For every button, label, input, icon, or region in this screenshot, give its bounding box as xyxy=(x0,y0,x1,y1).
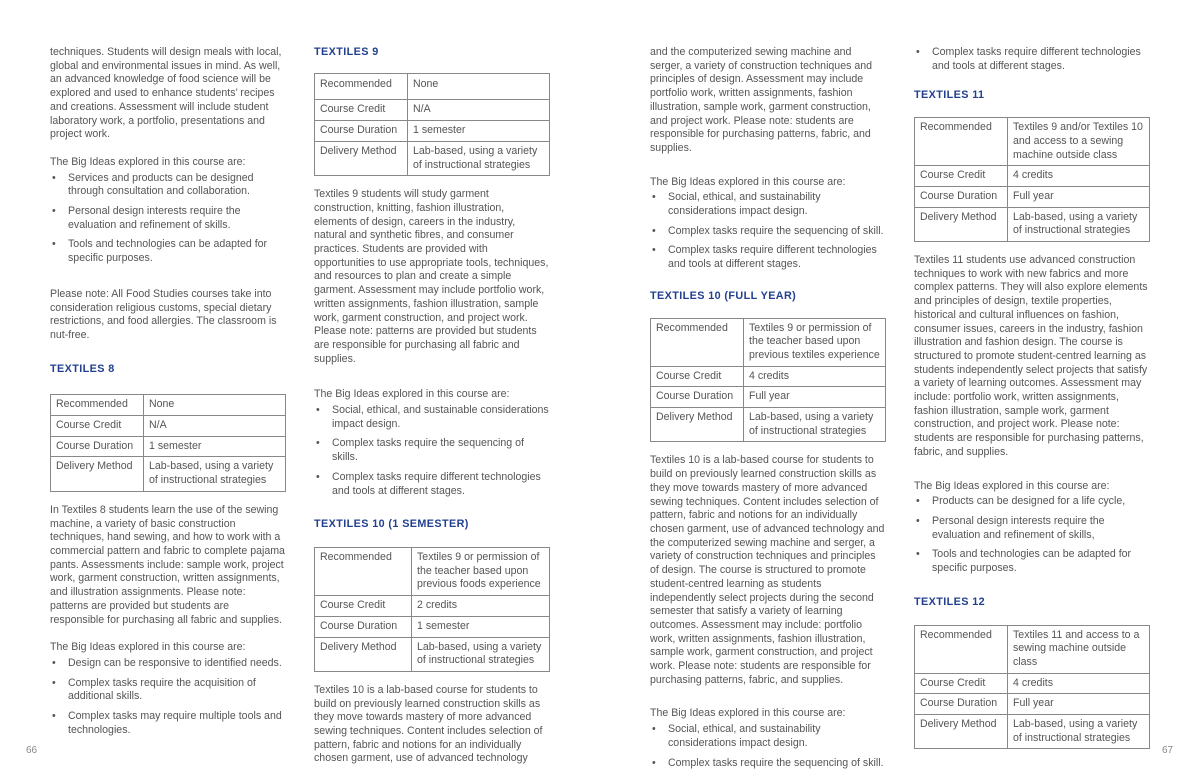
column-4 xyxy=(914,46,1150,761)
table-row: Course Credit N/A xyxy=(51,416,286,437)
list-item: • Personal design interests require the evaluation and refinement of skills, xyxy=(916,514,1105,541)
table-row: Course Credit 4 credits xyxy=(651,366,886,387)
table-row: Delivery Method Lab-based, using a variety of instructional strategies xyxy=(915,207,1150,241)
section-heading-textiles-8: TEXTILES 8 xyxy=(50,362,115,375)
table-row: Course Credit 2 credits xyxy=(315,596,550,617)
course-table-textiles-11 xyxy=(914,117,1150,242)
course-table-textiles-9 xyxy=(314,73,550,177)
page-number-right: 67 xyxy=(1162,745,1174,756)
textiles-8-description: In Textiles 8 students learn the use of the sewing machine, a variety of basic construction techniques, hand sewing, and how to work with a commercial pattern and fabric to complete pajama pants. Assessments include: sample work, project work, garment construction, written assignments, and illustration assignments. Please note: patterns are provided but students are responsible for purchasing all fabric and supplies. xyxy=(50,503,285,626)
list-item: • Complex tasks require the sequencing of skills. xyxy=(316,437,524,464)
table-row: Course Credit N/A xyxy=(315,100,550,121)
food-studies-intro: techniques. Students will design meals with local, global and environmental issues in mind. As well, an advanced knowledge of food science will be explored and used to enhance students’ recipes and creations. Assessment will include student laboratory work, a portfolio, presentations and project work. xyxy=(50,46,282,141)
list-item: • Complex tasks require different technologies and tools at different stages. xyxy=(916,46,1141,72)
list-item: • Personal design interests require the evaluation and refinement of skills. xyxy=(52,205,241,231)
big-ideas-list-continued xyxy=(914,46,1150,73)
course-table-textiles-8 xyxy=(50,394,286,492)
big-ideas-list xyxy=(50,172,286,266)
textiles-11-description: Textiles 11 students use advanced construction techniques to work with new fabrics and more complex patterns. They will also explore elements and principles of design, textile properties, historical and cultural influences on fashion, consumer issues, careers in the industry, fashion illustration and fashion design. The course is structured to promote student-centred learning as students independently select projects that satisfy a variety of learning outcomes. Assessment may include: portfolio work, written assignments, fashion illustration, sample work, garment construction, and project work. Please note: students are responsible for purchasing patterns, fabric, and supplies. xyxy=(914,254,1148,458)
big-ideas-intro: The Big Ideas explored in this course are: xyxy=(650,707,846,720)
table-row: Course Duration 1 semester xyxy=(51,436,286,457)
food-studies-note: Please note: All Food Studies courses take into consideration religious customs, special dietary restrictions, and food allergies. The classroom is nut-free. xyxy=(50,287,277,341)
page-number-left: 66 xyxy=(26,745,38,756)
section-heading-textiles-11: TEXTILES 11 xyxy=(914,89,985,102)
table-row: Recommended Textiles 11 and access to a sewing machine outside class xyxy=(915,625,1150,673)
big-ideas-intro: The Big Ideas explored in this course are: xyxy=(314,388,510,401)
table-row: Course Credit 4 credits xyxy=(915,166,1150,187)
table-row: Delivery Method Lab-based, using a variety of instructional strategies xyxy=(315,637,550,671)
table-row: Delivery Method Lab-based, using a variety of instructional strategies xyxy=(651,408,886,442)
list-item: • Complex tasks require different technologies and tools at different stages. xyxy=(316,470,541,497)
section-heading-textiles-12: TEXTILES 12 xyxy=(914,595,986,608)
big-ideas-list xyxy=(50,657,286,738)
table-row: Course Credit 4 credits xyxy=(915,673,1150,694)
textiles-10-semester-description-cont: and the computerized sewing machine and serger, a variety of construction techniques and principles of design. Assessment may include portfolio work, written assignments, fashion illustration, sample work, garment construction, and project work. Please note: students are responsible for purchasing patterns, fabric, and supplies. xyxy=(650,46,873,154)
table-row: Recommended Textiles 9 and/or Textiles 10 and access to a sewing machine outside class xyxy=(915,118,1150,166)
table-row: Recommended Textiles 9 or permission of the teacher based upon previous textiles experience xyxy=(651,318,886,366)
list-item: • Complex tasks may require multiple tools and technologies. xyxy=(52,710,282,736)
table-row: Recommended None xyxy=(51,395,286,416)
column-1 xyxy=(50,46,286,751)
big-ideas-intro: The Big Ideas explored in this course are: xyxy=(50,155,246,168)
list-item: • Complex tasks require the acquisition of additional skills. xyxy=(52,676,256,703)
big-ideas-list xyxy=(650,723,886,770)
list-item: • Tools and technologies can be adapted for specific purposes. xyxy=(916,548,1132,575)
big-ideas-list xyxy=(914,495,1150,576)
table-row: Recommended None xyxy=(315,73,550,100)
table-row: Delivery Method Lab-based, using a variety of instructional strategies xyxy=(315,141,550,175)
section-heading-textiles-9: TEXTILES 9 xyxy=(314,46,379,58)
table-row: Course Duration Full year xyxy=(915,186,1150,207)
list-item: • Design can be responsive to identified needs. xyxy=(52,656,282,669)
table-row: Delivery Method Lab-based, using a variety of instructional strategies xyxy=(51,457,286,491)
list-item: • Complex tasks require the sequencing of skill. xyxy=(652,224,884,237)
list-item: • Social, ethical, and sustainability considerations impact design. xyxy=(652,723,821,749)
list-item: • Complex tasks require the sequencing of skill. xyxy=(652,756,884,769)
textiles-9-description: Textiles 9 students will study garment construction, knitting, fashion illustration, elements of design, careers in the industry, natural and synthetic fibres, and consumer practices. Students are provided with opportunities to use appropriate tools, techniques, and resources to plan and create a simple garment. Assessment may include portfolio work, written assignments, fashion illustration, sample work, garment construction, and project work. Please note: patterns are provided but students are responsible for purchasing all fabric and supplies. xyxy=(314,188,549,365)
list-item: • Complex tasks require different technologies and tools at different stages. xyxy=(652,244,877,271)
column-2 xyxy=(314,46,550,780)
big-ideas-list xyxy=(650,191,886,272)
list-item: • Services and products can be designed through consultation and collaboration. xyxy=(52,171,254,198)
table-row: Course Duration Full year xyxy=(915,694,1150,715)
list-item: • Social, ethical, and sustainability considerations impact design. xyxy=(652,191,821,218)
big-ideas-intro: The Big Ideas explored in this course are: xyxy=(50,641,246,654)
list-item: • Products can be designed for a life cycle, xyxy=(916,495,1126,508)
big-ideas-list xyxy=(314,404,550,498)
table-row: Course Duration 1 semester xyxy=(315,616,550,637)
course-table-textiles-12 xyxy=(914,625,1150,750)
big-ideas-intro: The Big Ideas explored in this course are: xyxy=(650,175,846,188)
list-item: • Tools and technologies can be adapted for specific purposes. xyxy=(52,238,268,265)
textiles-10-full-year-description: Textiles 10 is a lab-based course for students to build on previously learned construction skills as they move towards mastery of more advanced sewing techniques. Content includes selection of pattern, fabric and notions for an individually chosen garment, use of advanced technology and the computerized sewing machine and serger, a variety of construction techniques and principles of design. The course is structured to promote student-centred learning as students independently select projects during the second semester that satisfy a variety of learning outcomes. Assessment may include: portfolio work, written assignments, fashion illustration, sample work, garment construction, and project work. Please note: students are responsible for purchasing patterns, fabric, and supplies. xyxy=(650,454,885,686)
course-table-textiles-10-full-year xyxy=(650,318,886,443)
course-table-textiles-10-semester xyxy=(314,547,550,672)
table-row: Delivery Method Lab-based, using a variety of instructional strategies xyxy=(915,715,1150,749)
big-ideas-intro: The Big Ideas explored in this course are: xyxy=(914,479,1110,492)
table-row: Course Duration 1 semester xyxy=(315,121,550,142)
column-3 xyxy=(650,46,886,784)
table-row: Course Duration Full year xyxy=(651,387,886,408)
section-heading-textiles-10-semester: TEXTILES 10 (1 SEMESTER) xyxy=(314,518,469,531)
table-row: Recommended Textiles 9 or permission of the teacher based upon previous foods experience xyxy=(315,547,550,595)
textiles-10-semester-description: Textiles 10 is a lab-based course for students to build on previously learned construction skills as they move towards mastery of more advanced sewing techniques. Content includes selection of pattern, fabric and notions for an individually chosen garment, use of advanced technology xyxy=(314,683,543,765)
section-heading-textiles-10-full-year: TEXTILES 10 (FULL YEAR) xyxy=(650,289,797,302)
list-item: • Social, ethical, and sustainable considerations impact design. xyxy=(316,404,549,430)
